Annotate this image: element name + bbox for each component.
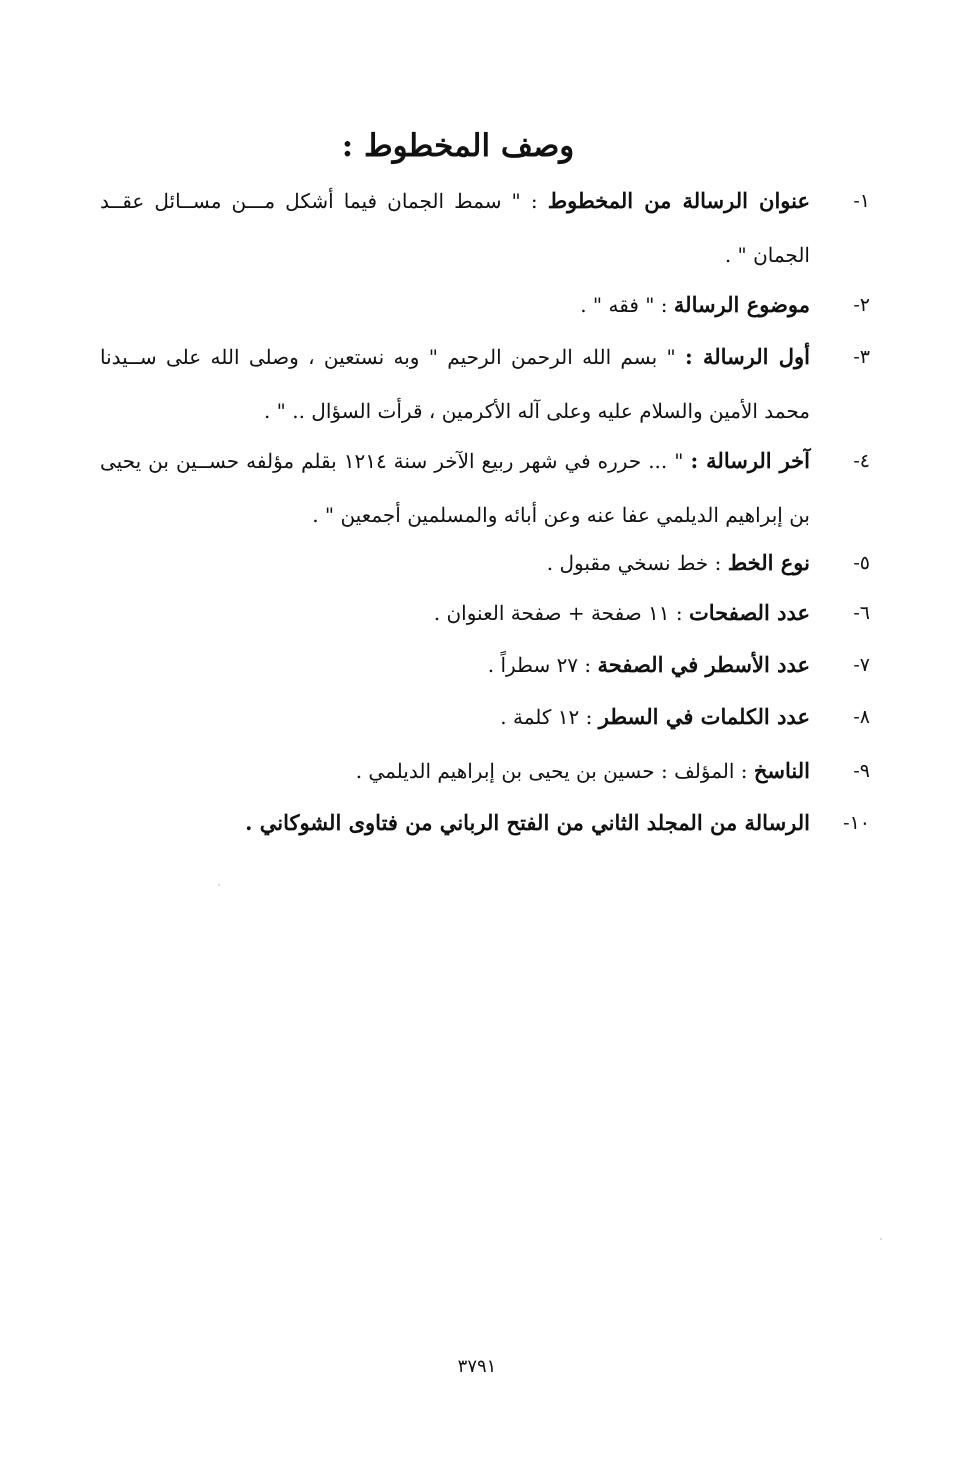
item-body — [100, 638, 810, 692]
item-text: : خط نسخي مقبول . — [546, 551, 722, 575]
list-item — [100, 744, 870, 798]
item-body — [100, 330, 810, 438]
item-label: آخر الرسالة : — [690, 448, 810, 473]
item-label: نوع الخط — [727, 550, 810, 575]
item-text: : " سمط الجمان فيما أشكل مـــن مســائل عقــد الجمان " . — [100, 189, 810, 267]
item-text: : ١١ صفحة + صفحة العنوان . — [433, 601, 683, 625]
item-label: موضوع الرسالة — [673, 292, 810, 317]
item-body — [100, 174, 810, 282]
list-item — [100, 536, 870, 590]
scan-speck — [880, 1238, 882, 1240]
list-item — [100, 278, 870, 332]
list-item — [100, 586, 870, 640]
item-text: : " فقه " . — [580, 293, 668, 317]
scan-speck — [218, 884, 220, 886]
item-text: " بسم الله الرحمن الرحيم " وبه نستعين ، وصلى الله على ســيدنا محمد الأمين والسلام عليه وعلى آله الأكرمين ، قرأت السؤال .. " . — [100, 345, 810, 423]
item-text: : المؤلف : حسين بن يحيى بن إبراهيم الديلمي . — [355, 759, 748, 783]
item-number: -٤ — [853, 450, 870, 472]
item-label: الناسخ — [753, 758, 810, 783]
item-body — [100, 586, 810, 640]
item-label: الرسالة من المجلد الثاني من الفتح الرباني من فتاوى الشوكاني . — [245, 810, 810, 835]
list-item — [100, 690, 870, 744]
item-number: -٧ — [853, 654, 870, 676]
item-number: -٣ — [853, 346, 870, 368]
item-label: عنوان الرسالة من المخطوط — [547, 188, 810, 213]
item-number: -٨ — [853, 706, 870, 728]
item-body — [100, 744, 810, 798]
item-body — [100, 536, 810, 590]
list-item — [100, 174, 870, 282]
item-text: " ... حرره في شهر ربيع الآخر سنة ١٢١٤ بقلم مؤلفه حســين بن يحيى بن إبراهيم الديلمي عفا عنه وعن أبائه والمسلمين أجمعين " . — [100, 449, 810, 527]
item-number: -١٠ — [843, 812, 870, 834]
list-item — [100, 638, 870, 692]
item-number: -٦ — [853, 602, 870, 624]
item-text: : ١٢ كلمة . — [500, 705, 593, 729]
item-label: عدد الصفحات — [688, 600, 810, 625]
item-body — [100, 796, 810, 850]
item-number: -١ — [853, 190, 870, 212]
item-number: -٩ — [853, 760, 870, 782]
page-number: ٣٧٩١ — [457, 1356, 497, 1377]
list-item — [100, 434, 870, 542]
item-body — [100, 690, 810, 744]
list-item — [100, 796, 870, 850]
item-text: : ٢٧ سطراً . — [487, 653, 592, 677]
item-label: عدد الكلمات في السطر — [598, 704, 810, 729]
item-number: -٢ — [853, 294, 870, 316]
item-number: -٥ — [853, 552, 870, 574]
list-item — [100, 330, 870, 438]
item-label: أول الرسالة : — [685, 344, 810, 369]
item-body — [100, 434, 810, 542]
item-body — [100, 278, 810, 332]
page-title: وصف المخطوط : — [341, 128, 575, 164]
item-label: عدد الأسطر في الصفحة — [597, 652, 810, 677]
